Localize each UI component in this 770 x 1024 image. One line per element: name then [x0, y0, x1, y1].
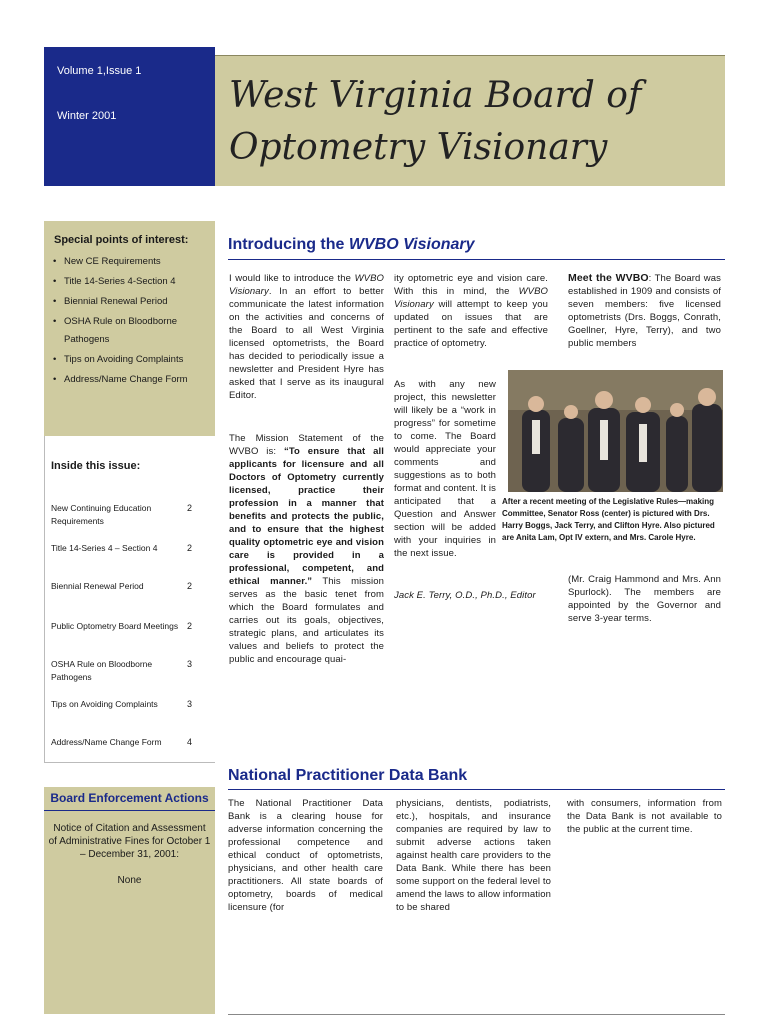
- toc-title: OSHA Rule on Bloodborne Pathogens: [51, 659, 153, 682]
- toc-title: Title 14-Series 4 – Section 4: [51, 543, 158, 553]
- masthead-issue-box: [44, 47, 215, 186]
- intro-col3-para1: [568, 272, 721, 350]
- board-photo: [508, 370, 723, 492]
- intro-col2-para1: [394, 272, 548, 350]
- enforcement-box: [44, 787, 215, 1014]
- toc-page: 2: [187, 543, 193, 553]
- toc-page: 2: [187, 621, 193, 631]
- special-points-heading: Special points of interest:: [54, 234, 189, 246]
- footer-divider: [228, 1014, 725, 1015]
- toc-row[interactable]: [51, 736, 211, 749]
- npdb-col3: with consumers, information from the Data Bank is not available to the public at the current time.: [567, 798, 722, 835]
- intro-heading: [228, 236, 475, 254]
- text: This mission serves as the basic tenet from which the Board formulates and carries out its goals, objectives, strategic plans, and articulates its values and beliefs to protect the public and encourage quai-: [229, 576, 384, 665]
- toc-page: 4: [187, 737, 193, 747]
- text: : The Board was established in 1909 and consists of seven members: five licensed optometrists (Drs. Boggs, Conrath, Goellner, Hyre, Terry), and two public members: [568, 273, 721, 349]
- text: . In an effort to better communicate the latest information on the activities and concerns of the Board to all West Virginia licensed optometrists, the Board has decided to periodically issue a newsletter and President Hyre has asked that I serve as its inaugural Editor.: [229, 286, 384, 401]
- intro-col1-para2: [229, 432, 384, 666]
- toc-title: New Continuing Education Requirements: [51, 503, 152, 526]
- volume-label: Volume 1,Issue 1: [57, 65, 142, 77]
- toc-page: 3: [187, 699, 193, 709]
- toc-page: 3: [187, 659, 193, 669]
- photo-illustration: [508, 370, 723, 492]
- signature: Jack E. Terry, O.D., Ph.D., Editor: [394, 590, 536, 601]
- list-item: • Tips on Avoiding Complaints: [52, 351, 212, 369]
- npdb-heading: National Practitioner Data Bank: [228, 767, 468, 784]
- special-points-list: [52, 253, 212, 391]
- title-line-1: West Virginia Board of: [229, 75, 642, 116]
- toc-page: 2: [187, 503, 193, 513]
- toc-title: Public Optometry Board Meetings: [51, 621, 179, 631]
- toc-page: 2: [187, 581, 193, 591]
- list-item: • Biennial Renewal Period: [52, 293, 212, 311]
- masthead-title-box: [215, 55, 725, 186]
- intro-heading-em: WVBO Visionary: [348, 236, 475, 253]
- toc-row[interactable]: [51, 580, 211, 593]
- title-line-2: Optometry Visionary: [229, 127, 608, 168]
- photo-caption: After a recent meeting of the Legislative Rules—making Committee, Senator Ross (center) is pictured with Drs. Harry Boggs, Jack Terry, and Clifton Hyre. Also pictured are Anita Lam, Opt IV extern, and Mrs. Carole Hyre.: [502, 497, 715, 542]
- enforcement-none: None: [117, 875, 142, 886]
- divider: [228, 259, 725, 260]
- inside-this-issue: [44, 436, 215, 763]
- intro-col2-para2: As with any new project, this newsletter will likely be a “work in progress” for sometime to come. The Board would appreciate your comments and suggestions as to both format and content. It is anticipated that a Question and Answer section will be added with your inquiries in the next issue.: [394, 379, 496, 559]
- intro-col1-para1: [229, 272, 384, 402]
- divider: [44, 810, 215, 811]
- season-label: Winter 2001: [57, 110, 117, 122]
- enforcement-heading: Board Enforcement Actions: [50, 791, 209, 805]
- toc-row[interactable]: [51, 542, 211, 555]
- toc-row[interactable]: [51, 502, 211, 528]
- text: will attempt to keep you updated on issues that are pertinent to the safe and effective practice of optometry.: [394, 299, 548, 349]
- list-item: • Address/Name Change Form: [52, 371, 212, 389]
- intro-heading-prefix: Introducing the: [228, 236, 349, 253]
- enforcement-text: Notice of Citation and Assessment of Administrative Fines for October 1 – December 31, 2001:: [48, 823, 211, 860]
- toc-title: Biennial Renewal Period: [51, 581, 144, 591]
- list-item: • OSHA Rule on Bloodborne Pathogens: [52, 313, 212, 349]
- intro-col3-para2: (Mr. Craig Hammond and Mrs. Ann Spurlock). The members are appointed by the Governor and serve 3-year terms.: [568, 574, 721, 624]
- divider: [228, 789, 725, 790]
- toc-title: Tips on Avoiding Complaints: [51, 699, 158, 709]
- text: I would like to introduce the: [229, 273, 355, 284]
- text-em: WVBO Visionary: [229, 273, 384, 297]
- newsletter-title: [229, 70, 641, 174]
- toc-row[interactable]: [51, 698, 211, 711]
- npdb-col1: The National Practitioner Data Bank is a clearing house for adverse information concerning the professional competence and ethical conduct of optometrists, physicians, and other health care practitioners. All state boards of optometry, boards of medical licensure (for: [228, 798, 383, 913]
- special-points-box: [44, 221, 215, 436]
- text: The Mission Statement of the WVBO is:: [229, 433, 384, 457]
- inside-heading: Inside this issue:: [51, 460, 141, 472]
- npdb-col2: physicians, dentists, podiatrists, etc.), hospitals, and insurance companies are required by law to submit adverse actions taken against health care providers to the Data Bank. While there has been some support on the federal level to amend the laws to allow information to be shared: [396, 798, 551, 913]
- text: ity optometric eye and vision care. With this in mind, the: [394, 273, 548, 297]
- toc-row[interactable]: [51, 658, 211, 684]
- meet-heading: Meet the WVBO: [568, 272, 649, 284]
- list-item: • Title 14-Series 4-Section 4: [52, 273, 212, 291]
- list-item: • New CE Requirements: [52, 253, 212, 271]
- toc-title: Address/Name Change Form: [51, 737, 162, 747]
- mission-statement: “To ensure that all applicants for licensure and all Doctors of Optometry currently licensed, practice their profession in a manner that benefits and protects the public, and to ensure that the highest quality optometric eye and vision care is provided in a professional, competent, and ethical manner.”: [229, 446, 384, 587]
- text-em: WVBO Visionary: [394, 286, 548, 310]
- toc-row[interactable]: [51, 620, 211, 633]
